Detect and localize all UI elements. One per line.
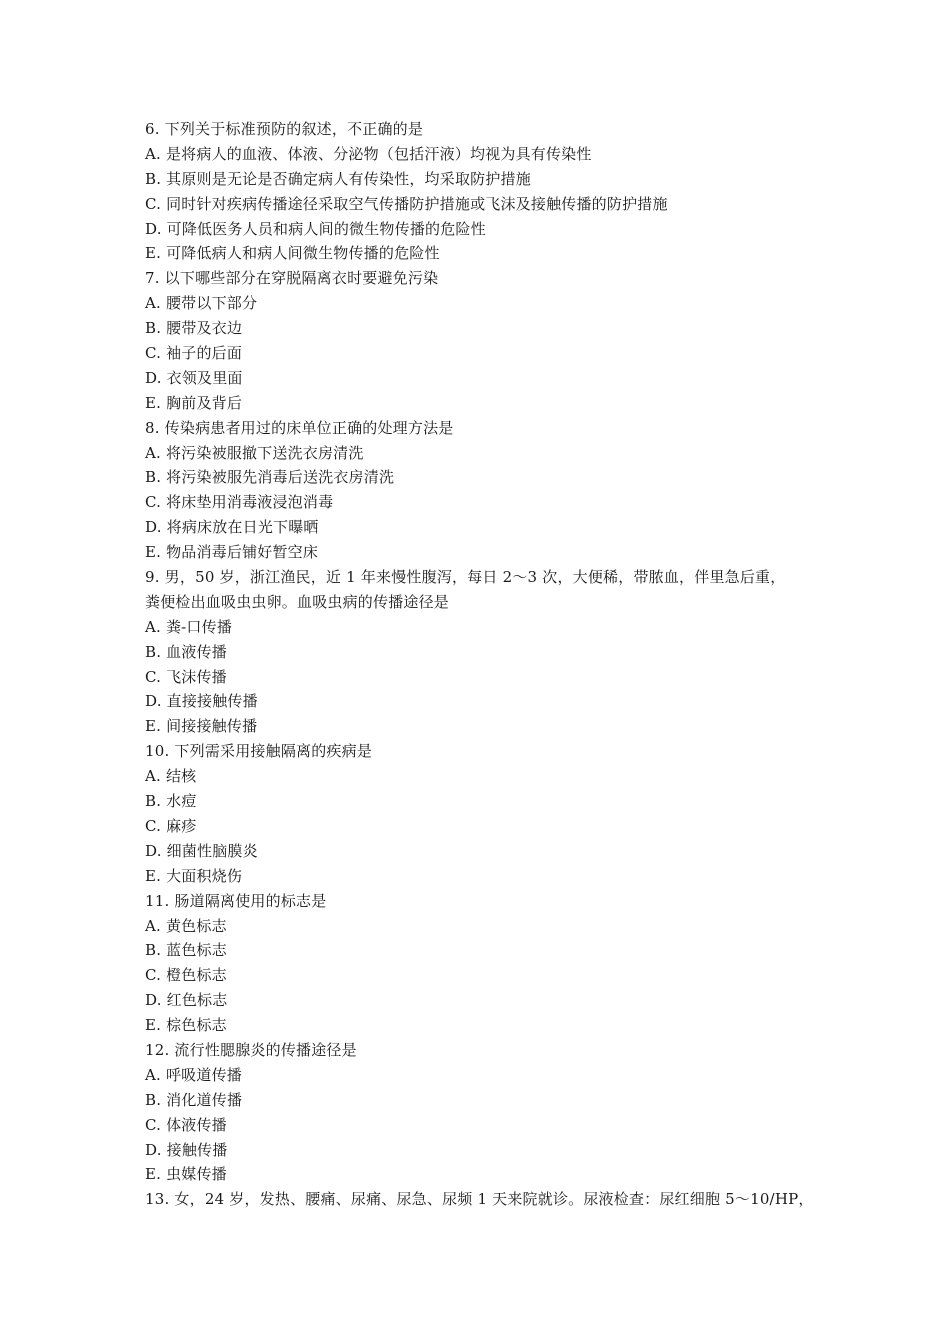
question-6-option-d: D. 可降低医务人员和病人间的微生物传播的危险性 [145,219,486,238]
question-12-option-d: D. 接触传播 [145,1140,228,1159]
question-9-option-c: C. 飞沫传播 [145,667,227,686]
question-11-option-c: C. 橙色标志 [145,966,227,985]
question-9-option-a: A. 粪-口传播 [145,617,233,636]
question-12-stem: 12. 流行性腮腺炎的传播途径是 [145,1040,357,1059]
question-8-option-d: D. 将病床放在日光下曝晒 [145,518,319,537]
question-9-stem-line-1: 9. 男，50 岁，浙江渔民，近 1 年来慢性腹泻，每日 2～3 次，大便稀，带脓血，伴里急后重， [145,568,786,587]
question-9-stem-line-2: 粪便检出血吸虫虫卵。血吸虫病的传播途径是 [145,592,450,611]
question-12-option-a: A. 呼吸道传播 [145,1065,242,1084]
question-8-option-c: C. 将床垫用消毒液浸泡消毒 [145,493,334,512]
document-page [145,117,825,1212]
question-6-stem: 6. 下列关于标准预防的叙述，不正确的是 [145,120,424,138]
question-6-option-a: A. 是将病人的血液、体液、分泌物（包括汗液）均视为具有传染性 [145,144,592,163]
question-7-option-e: E. 胸前及背后 [145,393,243,412]
question-9-option-b: B. 血液传播 [145,642,227,661]
question-9-option-d: D. 直接接触传播 [145,692,258,711]
question-10-option-d: D. 细菌性脑膜炎 [145,841,258,860]
question-7-option-a: A. 腰带以下部分 [145,294,258,313]
question-7-option-c: C. 袖子的后面 [145,344,243,363]
question-10-option-a: A. 结核 [145,767,197,786]
question-10-option-e: E. 大面积烧伤 [145,866,243,885]
question-13-stem: 13. 女，24 岁，发热、腰痛、尿痛、尿急、尿频 1 天来院就诊。尿液检查：尿红细胞 5～10/HP， [145,1190,814,1209]
question-6-option-b: B. 其原则是无论是否确定病人有传染性，均采取防护措施 [145,169,531,188]
question-8-option-a: A. 将污染被服撤下送洗衣房清洗 [145,443,364,462]
question-12-option-e: E. 虫媒传播 [145,1165,227,1184]
question-10-option-c: C. 麻疹 [145,816,197,835]
question-6-option-c: C. 同时针对疾病传播途径采取空气传播防护措施或飞沫及接触传播的防护措施 [145,194,668,213]
question-11-option-e: E. 棕色标志 [145,1016,227,1035]
question-10-stem: 10. 下列需采用接触隔离的疾病是 [145,742,373,761]
question-12-option-b: B. 消化道传播 [145,1090,243,1109]
question-11-stem: 11. 肠道隔离使用的标志是 [145,891,327,910]
question-6-option-e: E. 可降低病人和病人间微生物传播的危险性 [145,244,440,263]
question-11-option-a: A. 黄色标志 [145,916,227,935]
question-8-option-b: B. 将污染被服先消毒后送洗衣房清洗 [145,468,395,487]
question-11-option-d: D. 红色标志 [145,991,228,1010]
question-7-option-d: D. 衣领及里面 [145,368,243,387]
question-10-option-b: B. 水痘 [145,792,197,811]
question-12-option-c: C. 体液传播 [145,1115,227,1134]
question-8-option-e: E. 物品消毒后铺好暂空床 [145,543,319,562]
question-7-option-b: B. 腰带及衣边 [145,319,243,338]
question-11-option-b: B. 蓝色标志 [145,941,227,960]
question-9-option-e: E. 间接接触传播 [145,717,258,736]
question-7-stem: 7. 以下哪些部分在穿脱隔离衣时要避免污染 [145,269,439,288]
question-8-stem: 8. 传染病患者用过的床单位正确的处理方法是 [145,418,454,437]
